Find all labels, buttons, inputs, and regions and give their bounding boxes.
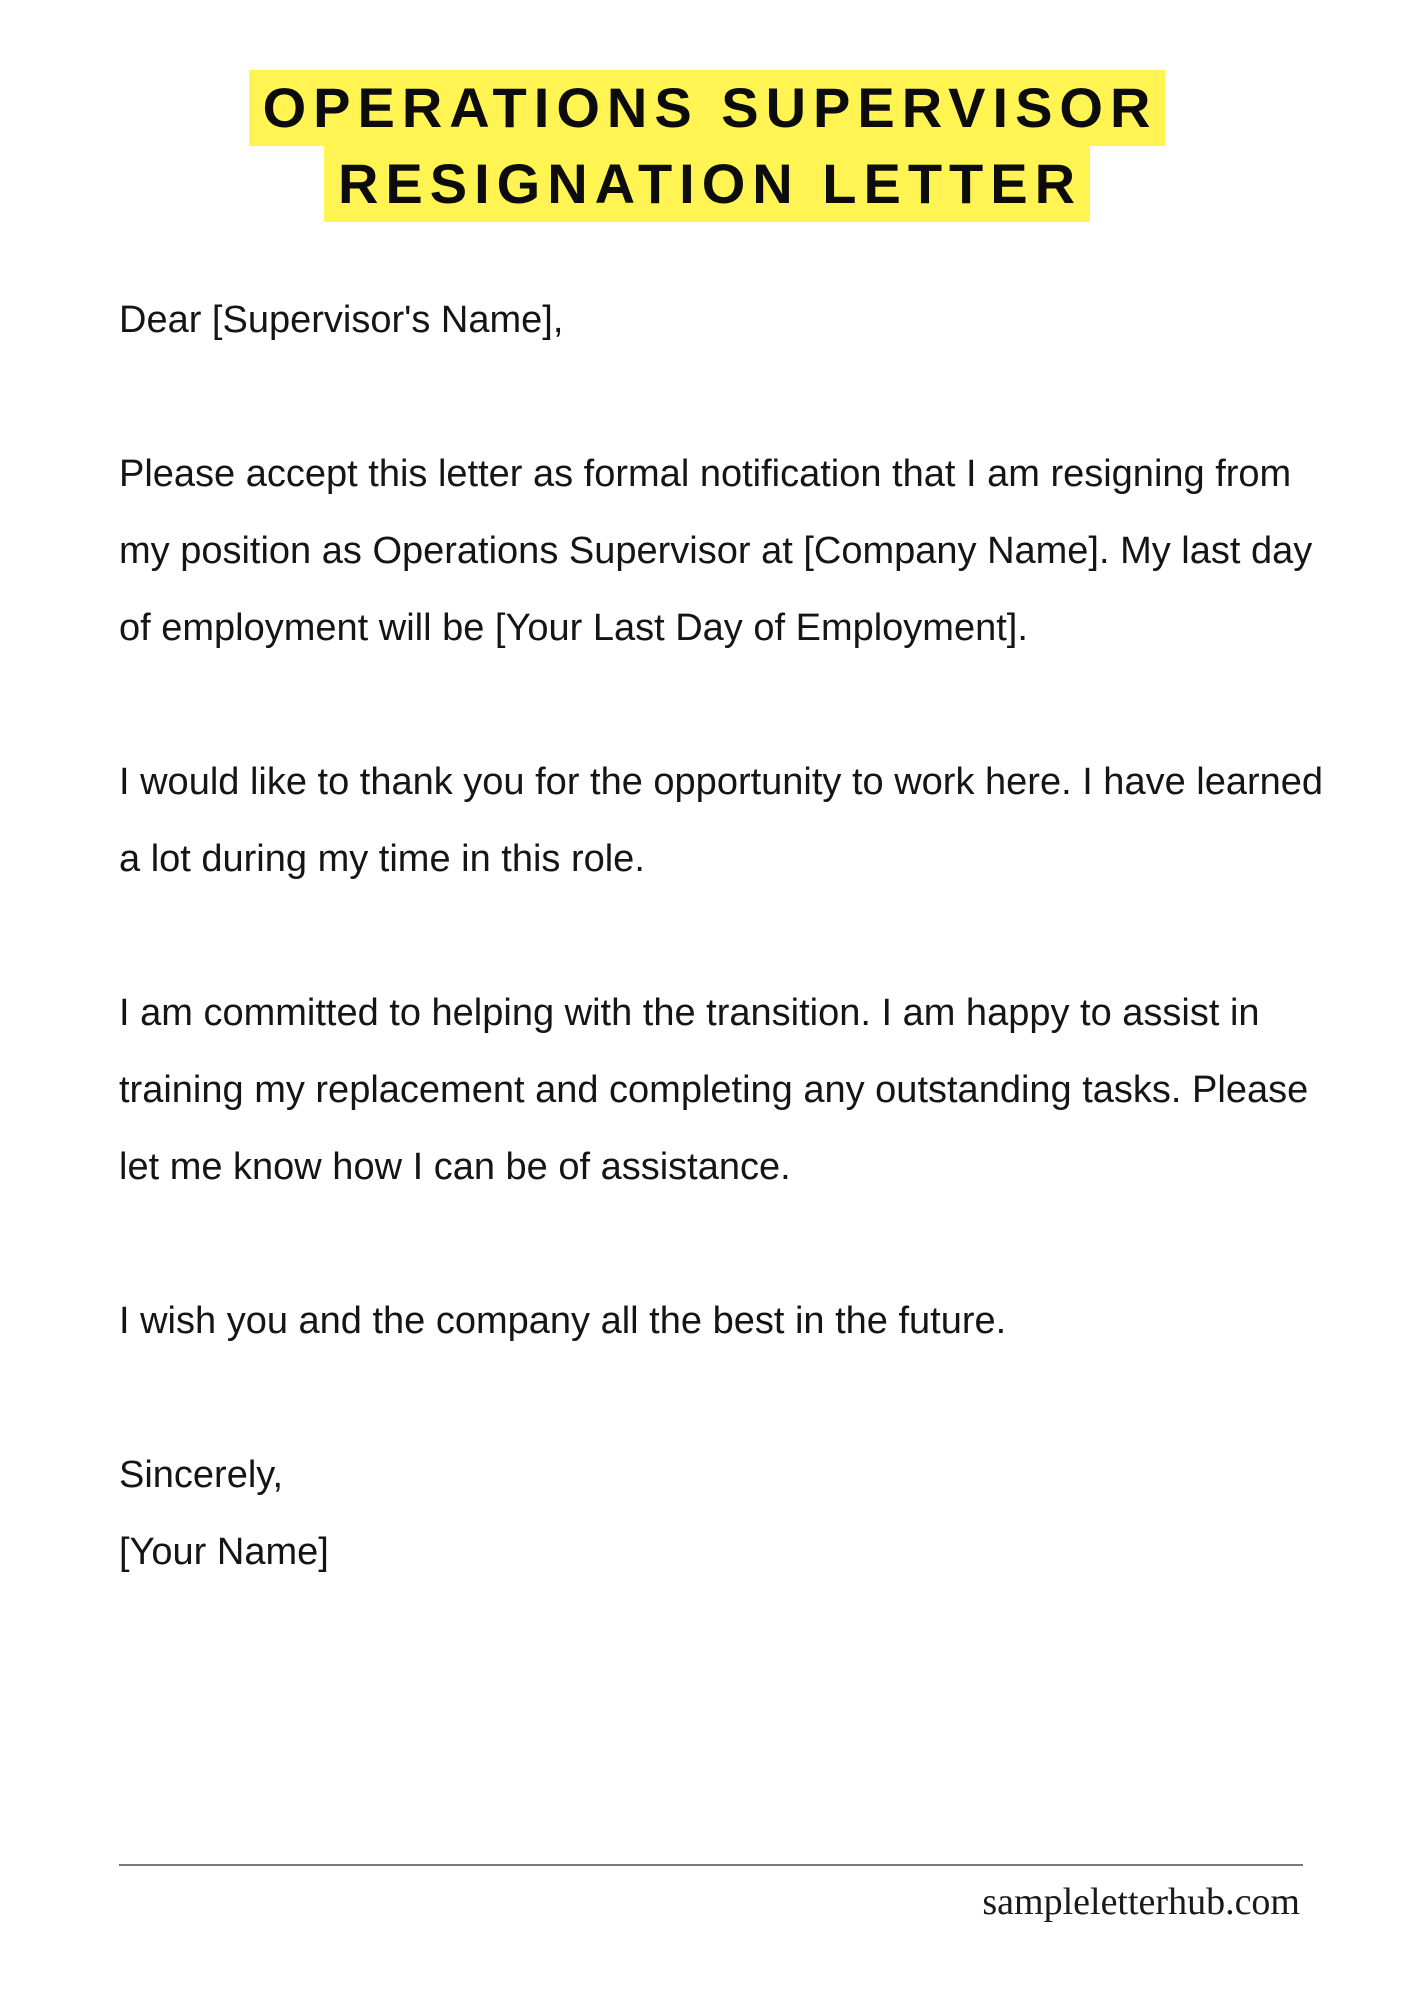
- greeting: Dear [Supervisor's Name],: [119, 299, 564, 341]
- signature: [Your Name]: [119, 1531, 329, 1573]
- footer-divider: [119, 1864, 1303, 1866]
- footer-site-name: sampleletterhub.com: [982, 1881, 1300, 1923]
- paragraph-wishes: I wish you and the company all the best in the future.: [119, 1300, 1007, 1342]
- title-line-2: RESIGNATION LETTER: [324, 146, 1090, 222]
- paragraph-thanks: I would like to thank you for the opportunity to work here. I have learned a lot during my time in this role.: [119, 761, 1324, 880]
- paragraph-notification: Please accept this letter as formal notification that I am resigning from my position as Operations Supervisor at [Company Name]. My last day of employment will be [Your Last Day of Employment].: [119, 453, 1313, 649]
- title-line-1: OPERATIONS SUPERVISOR: [249, 70, 1166, 146]
- paragraph-transition: I am committed to helping with the transition. I am happy to assist in training my replacement and completing any outstanding tasks. Please let me know how I can be of assistance.: [119, 992, 1309, 1188]
- letter-body: [119, 282, 1349, 1591]
- closing: Sincerely,: [119, 1454, 284, 1496]
- page-title: [0, 70, 1414, 222]
